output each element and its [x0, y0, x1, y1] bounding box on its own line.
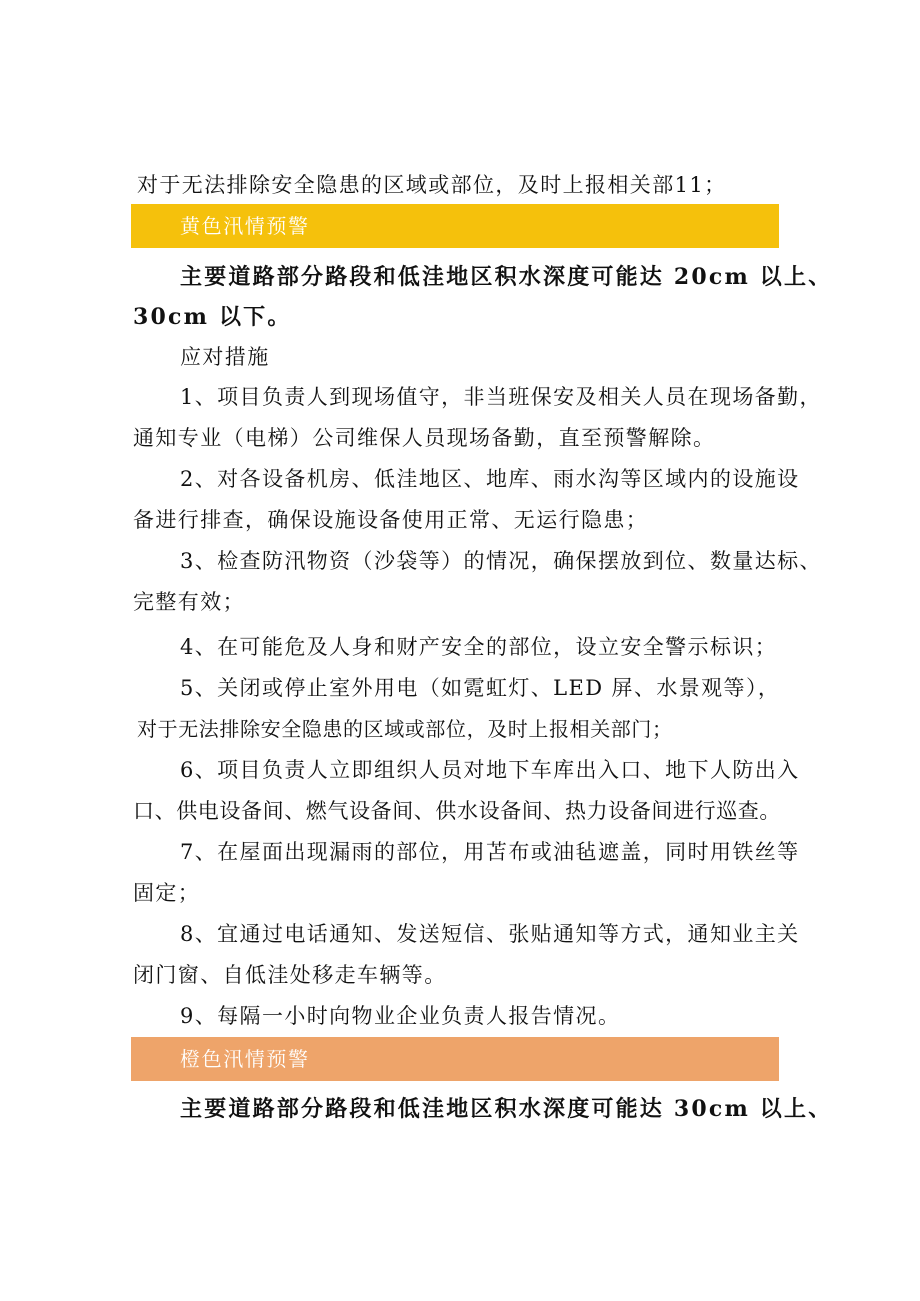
measure-line: 口、供电设备间、燃气设备间、供水设备间、热力设备间进行巡查。	[133, 799, 781, 823]
measure-line: 4、在可能危及人身和财产安全的部位，设立安全警示标识；	[180, 635, 778, 659]
top-paragraph-line: 对于无法排除安全隐患的区域或部位，及时上报相关部11；	[137, 173, 727, 197]
measure-line: 3、检查防汛物资（沙袋等）的情况，确保摆放到位、数量达标、	[180, 549, 822, 573]
orange-warning-title: 橙色汛情预警	[180, 1047, 310, 1071]
measure-line: 1、项目负责人到现场值守，非当班保安及相关人员在现场备勤，	[180, 385, 822, 409]
measure-line: 闭门窗、自低洼处移走车辆等。	[133, 963, 447, 987]
measures-heading: 应对措施	[180, 345, 270, 369]
measure-line: 7、在屋面出现漏雨的部位，用苫布或油毡遮盖，同时用铁丝等	[180, 840, 800, 864]
measure-line: 通知专业（电梯）公司维保人员现场备勤，直至预警解除。	[133, 426, 716, 450]
measure-line: 6、项目负责人立即组织人员对地下车库出入口、地下人防出入	[180, 758, 800, 782]
measure-line: 9、每隔一小时向物业企业负责人报告情况。	[180, 1004, 621, 1028]
measure-line: 固定；	[133, 881, 201, 905]
measure-line: 2、对各设备机房、低洼地区、地库、雨水沟等区域内的设施设	[180, 467, 800, 491]
yellow-condition-line-1: 主要道路部分路段和低洼地区积水深度可能达 20cm 以上、	[180, 264, 833, 290]
yellow-condition-line-2: 30cm 以下。	[133, 304, 292, 330]
yellow-warning-title: 黄色汛情预警	[180, 214, 310, 238]
measure-line: 完整有效；	[133, 590, 245, 614]
measure-line: 5、关闭或停止室外用电（如霓虹灯、LED 屏、水景观等），	[180, 676, 781, 700]
measure-line: 备进行排查，确保设施设备使用正常、无运行隐患；	[133, 508, 649, 532]
measure-line: 对于无法排除安全隐患的区域或部位，及时上报相关部门；	[137, 717, 673, 741]
measure-line: 8、宜通过电话通知、发送短信、张贴通知等方式，通知业主关	[180, 922, 800, 946]
orange-condition-line-1: 主要道路部分路段和低洼地区积水深度可能达 30cm 以上、	[180, 1096, 833, 1122]
